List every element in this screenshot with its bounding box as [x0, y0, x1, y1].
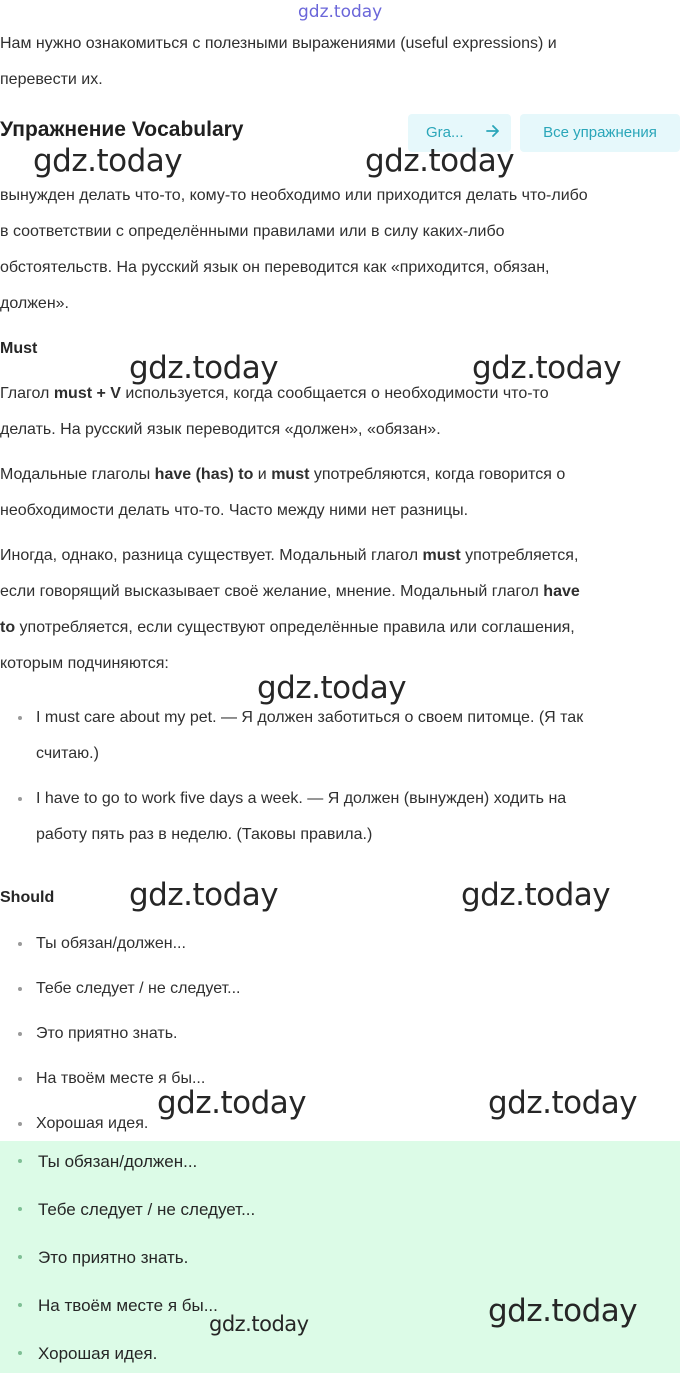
bold-term: have (has) to	[154, 466, 254, 483]
answer-item	[0, 1141, 680, 1189]
diff-para-line-4: которым подчиняются:	[0, 655, 169, 672]
text-span: Модальные глаголы	[0, 466, 155, 483]
bold-term: must	[271, 466, 310, 483]
answer-item-text: Это приятно знать.	[38, 1248, 189, 1267]
watermark: gdz.today	[365, 143, 515, 179]
example-line-1: I have to go to work five days a week. — Я должен (вынужден) ходить на	[36, 790, 567, 807]
list-item	[0, 926, 680, 971]
watermark: gdz.today	[157, 1085, 307, 1121]
list-item-text: Ты обязан/должен...	[36, 935, 186, 952]
watermark: gdz.today	[257, 670, 407, 706]
all-exercises-label: Все упражнения	[543, 124, 657, 141]
must-para-line-2: делать. На русский язык переводится «должен», «обязан».	[0, 421, 441, 438]
examples-list	[0, 700, 680, 853]
answer-item-text: Хорошая идея.	[38, 1344, 158, 1363]
text-span: употребляются, когда говорится о	[309, 466, 566, 483]
list-item-text: На твоём месте я бы...	[36, 1070, 206, 1087]
watermark: gdz.today	[33, 143, 183, 179]
list-item	[0, 1016, 680, 1061]
list-item	[0, 971, 680, 1016]
watermark: gdz.today	[488, 1085, 638, 1121]
bold-term: to	[0, 619, 16, 636]
answer-list	[0, 1141, 680, 1381]
para1-line-1: вынужден делать что-то, кому-то необходимо или приходится делать что-либо	[0, 187, 588, 204]
watermark: gdz.today	[472, 350, 622, 386]
para1-line-4: должен».	[0, 295, 69, 312]
bullet-dot	[18, 797, 22, 801]
answer-item-text: Ты обязан/должен...	[38, 1152, 198, 1171]
list-item-text: Это приятно знать.	[36, 1025, 178, 1042]
watermark: gdz.today	[129, 877, 279, 913]
modal-para-line-2: необходимости делать что-то. Часто между ними нет разницы.	[0, 502, 469, 519]
bold-term: must + V	[53, 385, 121, 402]
para1-line-3: обстоятельств. На русский язык он переводится как «приходится, обязан,	[0, 259, 550, 276]
list-item-text: Тебе следует / не следует...	[36, 980, 241, 997]
text-span: Глагол	[0, 385, 54, 402]
intro-text-line-2: перевести их.	[0, 71, 103, 88]
example-line-2: работу пять раз в неделю. (Таковы правила.)	[36, 826, 373, 843]
example-item	[0, 700, 680, 772]
heading-must: Must	[0, 340, 38, 357]
heading-should: Should	[0, 889, 55, 906]
answer-item-text: Тебе следует / не следует...	[38, 1200, 256, 1219]
answer-item	[0, 1333, 680, 1381]
bullet-dot	[18, 1032, 22, 1036]
text-span: употребляется,	[460, 547, 579, 564]
diff-para-line-1	[0, 538, 678, 574]
diff-para-line-2	[0, 574, 678, 610]
bullet-dot	[18, 1351, 22, 1355]
watermark: gdz.today	[488, 1293, 638, 1329]
para1-line-2: в соответствии с определёнными правилами или в силу каких-либо	[0, 223, 505, 240]
bullet-dot	[18, 1077, 22, 1081]
text-span: употребляется, если существуют определённые правила или соглашения,	[15, 619, 575, 636]
bullet-dot	[18, 1122, 22, 1126]
answer-item-text: На твоём месте я бы...	[38, 1296, 218, 1315]
bullet-dot	[18, 1255, 22, 1259]
text-span: используется, когда сообщается о необходимости что-то	[120, 385, 549, 402]
grammar-link-label: Gra...	[426, 124, 464, 141]
top-watermark: gdz.today	[298, 2, 383, 22]
text-span: Иногда, однако, разница существует. Модальный глагол	[0, 547, 423, 564]
text-span: и	[253, 466, 272, 483]
diff-para-line-3	[0, 610, 678, 646]
example-item	[0, 781, 680, 853]
answer-item	[0, 1237, 680, 1285]
watermark: gdz.today	[461, 877, 611, 913]
bullet-dot	[18, 716, 22, 720]
bold-term: must	[422, 547, 461, 564]
example-line-1: I must care about my pet. — Я должен заботиться о своем питомце. (Я так	[36, 709, 584, 726]
bullet-dot	[18, 942, 22, 946]
bullet-dot	[18, 987, 22, 991]
bullet-dot	[18, 1159, 22, 1163]
intro-text-line-1: Нам нужно ознакомиться с полезными выражениями (useful expressions) и	[0, 35, 557, 52]
section-title: Упражнение Vocabulary	[0, 118, 244, 141]
modal-para-line-1	[0, 457, 678, 493]
all-exercises-button[interactable]	[520, 114, 680, 152]
bold-term: have	[543, 583, 580, 600]
list-item-text: Хорошая идея.	[36, 1115, 149, 1132]
bullet-dot	[18, 1303, 22, 1307]
watermark: gdz.today	[209, 1312, 309, 1336]
example-line-2: считаю.)	[36, 745, 99, 762]
watermark: gdz.today	[129, 350, 279, 386]
answer-item	[0, 1189, 680, 1237]
text-span: если говорящий высказывает своё желание, мнение. Модальный глагол	[0, 583, 544, 600]
bullet-dot	[18, 1207, 22, 1211]
